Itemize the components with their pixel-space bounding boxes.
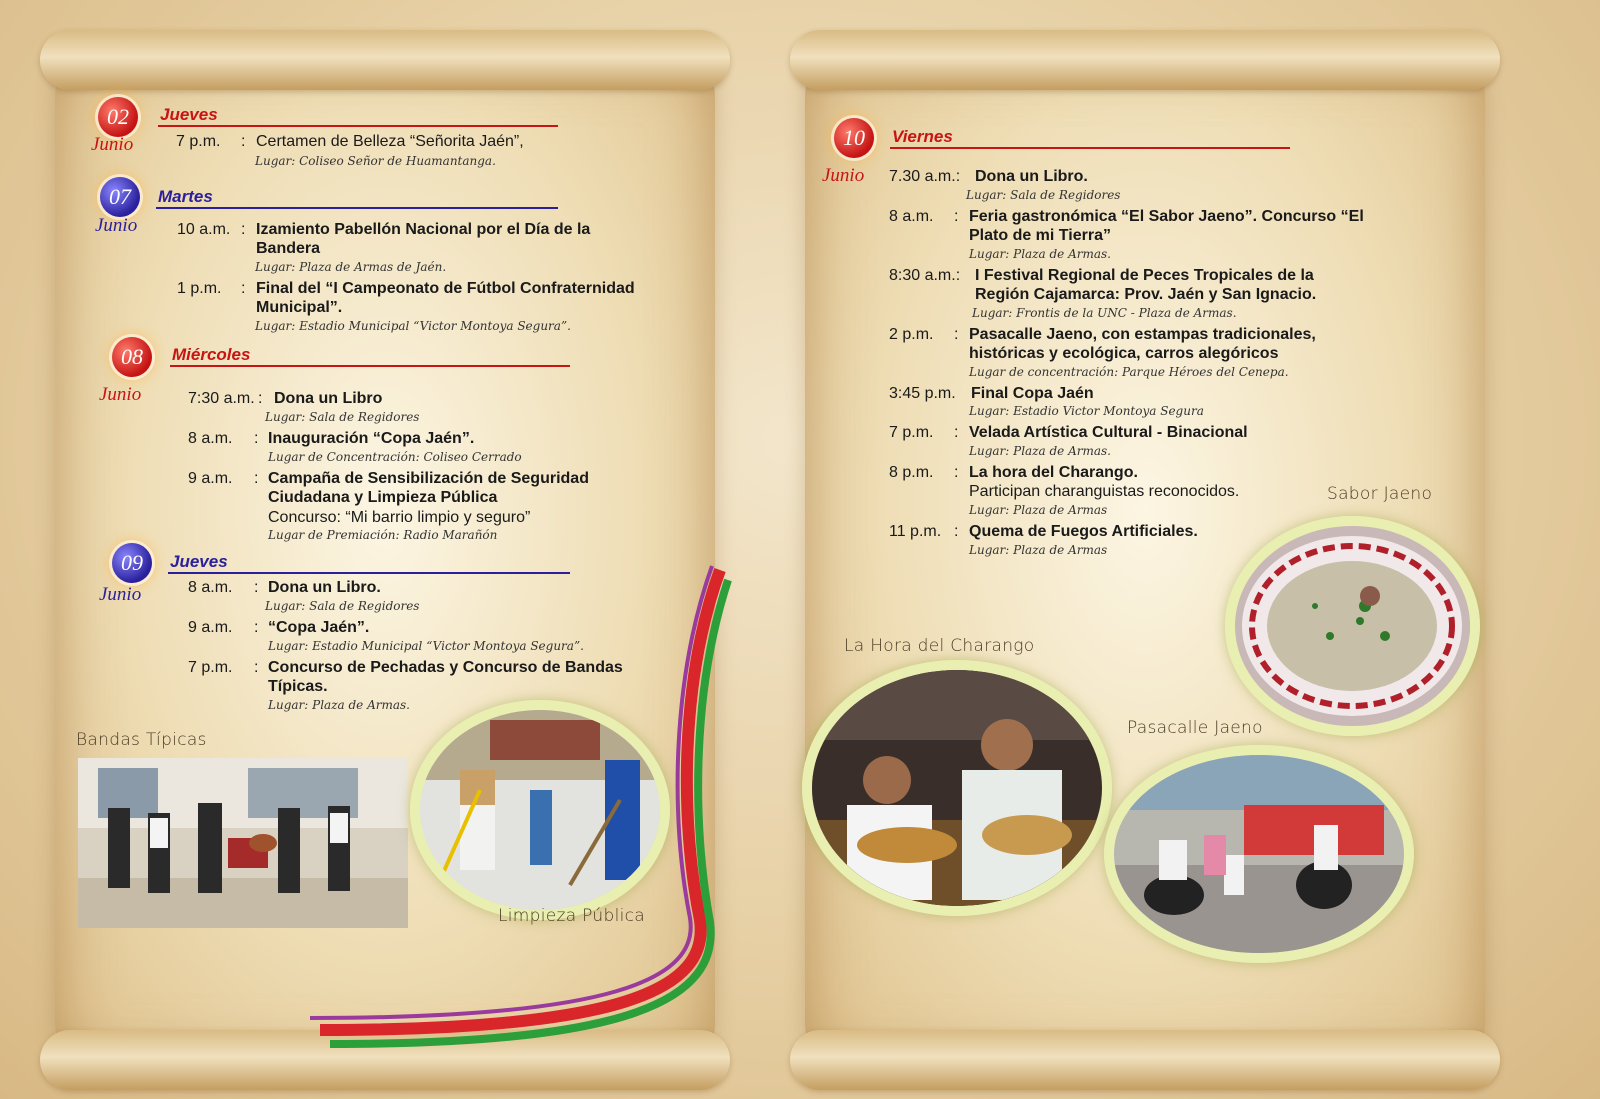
event-title: Campaña de Sensibilización de Seguridad Ciudadana y Limpieza Pública <box>268 470 589 506</box>
month-label: Junio <box>91 134 134 155</box>
scroll-top-curl <box>40 30 730 90</box>
event-title: Izamiento Pabellón Nacional por el Día de la Bandera <box>256 221 591 257</box>
event-place: Lugar: Sala de Regidores <box>966 188 1121 202</box>
event-place: Lugar: Plaza de Armas <box>969 503 1108 517</box>
event-place: Lugar: Plaza de Armas de Jaén. <box>255 260 447 274</box>
separator-colon: : <box>254 619 259 636</box>
month-label: Junio <box>99 384 142 405</box>
separator-colon: : <box>254 579 259 596</box>
separator-colon: : <box>258 390 263 407</box>
event-time: 11 p.m. <box>889 523 942 540</box>
event-time: 8 p.m. <box>889 464 934 481</box>
event-time: 8 a.m. <box>889 208 934 225</box>
event-title: “Copa Jaén”. <box>268 619 370 636</box>
date-badge: 07 <box>100 177 140 217</box>
photo-sabor-jaeno <box>1225 516 1480 736</box>
event-place: Lugar: Plaza de Armas. <box>268 698 410 712</box>
separator-colon: : <box>241 280 246 297</box>
caption-limpieza-publica: Limpieza Pública <box>498 906 646 926</box>
month-label: Junio <box>95 215 138 236</box>
event-place: Lugar: Frontis de la UNC - Plaza de Armas. <box>972 306 1237 320</box>
event-place: Lugar: Plaza de Armas. <box>969 444 1111 458</box>
day-underline <box>156 207 558 209</box>
event-time: 7:30 a.m. <box>188 390 255 407</box>
event-place: Lugar: Estadio Municipal “Victor Montoya Segura”. <box>255 319 571 333</box>
photo-limpieza-publica <box>410 700 670 920</box>
separator-colon: : <box>254 659 259 676</box>
photo-pasacalle-jaeno <box>1104 745 1414 963</box>
scroll-top-curl <box>790 30 1500 90</box>
event-title: Inauguración “Copa Jaén”. <box>268 430 475 447</box>
event-title: Certamen de Belleza “Señorita Jaén”, <box>256 133 524 150</box>
caption-pasacalle-jaeno: Pasacalle Jaeno <box>1127 718 1263 738</box>
caption-la-hora-del-charango: La Hora del Charango <box>844 636 1035 656</box>
event-place: Lugar: Estadio Municipal “Victor Montoya Segura”. <box>268 639 584 653</box>
event-title: Concurso de Pechadas y Concurso de Bandas Típicas. <box>268 659 623 695</box>
event-time: 7 p.m. <box>176 133 221 150</box>
event-time: 10 a.m. <box>177 221 231 238</box>
month-label: Junio <box>822 165 865 186</box>
event-time: 8 a.m. <box>188 430 233 447</box>
separator-colon: : <box>954 464 959 481</box>
event-time: 1 p.m. <box>177 280 222 297</box>
photo-bandas-tipicas <box>78 758 408 928</box>
event-place: Lugar: Sala de Regidores <box>265 410 420 424</box>
separator-colon: : <box>954 326 959 343</box>
event-title: Final Copa Jaén <box>971 385 1094 402</box>
date-badge: 08 <box>112 337 152 377</box>
date-badge: 02 <box>98 97 138 137</box>
separator-colon: : <box>954 523 959 540</box>
date-badge: 10 <box>834 118 874 158</box>
event-title: Feria gastronómica “El Sabor Jaeno”. Concurso “El Plato de mi Tierra” <box>969 208 1364 244</box>
separator-colon: : <box>954 424 959 441</box>
event-title: Pasacalle Jaeno, con estampas tradicionales, históricas y ecológica, carros alegóricos <box>969 326 1316 362</box>
event-place: Lugar de Concentración: Coliseo Cerrado <box>268 450 522 464</box>
separator-colon: : <box>241 133 246 150</box>
event-time: 8:30 a.m.: <box>889 267 961 284</box>
event-place: Lugar: Sala de Regidores <box>265 599 420 613</box>
caption-sabor-jaeno: Sabor Jaeno <box>1327 484 1433 504</box>
event-time: 7.30 a.m.: <box>889 168 961 185</box>
weekday-label: Jueves <box>170 552 228 571</box>
day-underline <box>170 365 570 367</box>
event-title: Velada Artística Cultural - Binacional <box>969 424 1248 441</box>
event-time: 9 a.m. <box>188 619 233 636</box>
event-title: Dona un Libro. <box>975 168 1088 185</box>
event-place: Lugar de Premiación: Radio Marañón <box>268 528 498 542</box>
event-extra-line: Participan charanguistas reconocidos. <box>969 483 1240 500</box>
event-title: Quema de Fuegos Artificiales. <box>969 523 1198 540</box>
date-badge: 09 <box>112 543 152 583</box>
weekday-label: Miércoles <box>172 345 251 364</box>
event-title: Dona un Libro. <box>268 579 381 596</box>
event-time: 9 a.m. <box>188 470 233 487</box>
event-extra-line: Concurso: “Mi barrio limpio y seguro” <box>268 509 531 526</box>
event-time: 3:45 p.m. <box>889 385 956 402</box>
photo-la-hora-del-charango <box>802 660 1112 916</box>
day-underline <box>168 572 570 574</box>
weekday-label: Jueves <box>160 105 218 124</box>
event-place: Lugar de concentración: Parque Héroes del Cenepa. <box>969 365 1289 379</box>
day-underline <box>890 147 1290 149</box>
event-place: Lugar: Plaza de Armas <box>969 543 1108 557</box>
event-place: Lugar: Coliseo Señor de Huamantanga. <box>255 154 496 168</box>
separator-colon: : <box>254 470 259 487</box>
event-time: 7 p.m. <box>188 659 233 676</box>
event-time: 2 p.m. <box>889 326 934 343</box>
event-title: La hora del Charango. <box>969 464 1138 481</box>
separator-colon: : <box>954 208 959 225</box>
event-title: Final del “I Campeonato de Fútbol Confraternidad Municipal”. <box>256 280 635 316</box>
caption-bandas-tipicas: Bandas Típicas <box>76 730 207 750</box>
month-label: Junio <box>99 584 142 605</box>
event-place: Lugar: Estadio Victor Montoya Segura <box>969 404 1204 418</box>
separator-colon: : <box>241 221 246 238</box>
event-time: 8 a.m. <box>188 579 233 596</box>
event-title: I Festival Regional de Peces Tropicales de la Región Cajamarca: Prov. Jaén y San Ignacio. <box>975 267 1317 303</box>
scroll-bottom-curl <box>790 1030 1500 1090</box>
day-underline <box>158 125 558 127</box>
event-title: Dona un Libro <box>274 390 383 407</box>
event-place: Lugar: Plaza de Armas. <box>969 247 1111 261</box>
event-time: 7 p.m. <box>889 424 934 441</box>
weekday-label: Viernes <box>892 127 953 146</box>
separator-colon: : <box>254 430 259 447</box>
weekday-label: Martes <box>158 187 213 206</box>
